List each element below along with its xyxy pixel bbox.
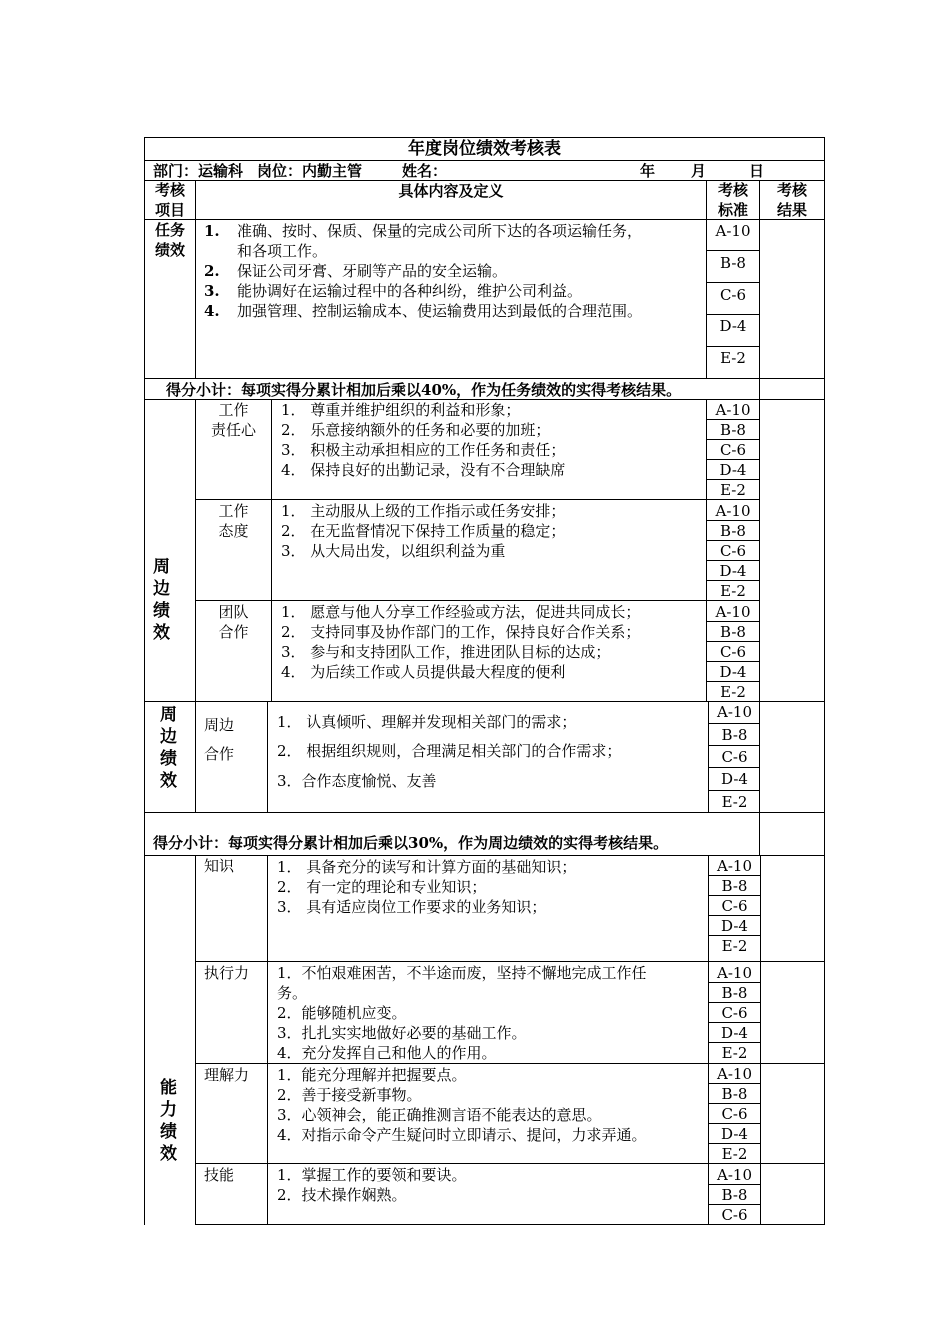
criterion-line: 4．对指示命令产生疑问时立即请示、提问，力求弄通。 [277,1126,647,1144]
year-label: 年 [640,162,656,180]
group-name: 技能 [204,1166,235,1184]
ability-section-label: 能 力 绩 效 [160,1078,177,1164]
grade-cell: C-6 [721,1004,748,1022]
grade-cell: C-6 [719,286,747,304]
criterion-line: 2．善于接受新事物。 [277,1086,422,1104]
criterion-line: 2． 根据组织规则，合理满足相关部门的合作需求； [277,742,622,760]
peripheral2-section-label: 周 边 绩 效 [160,705,177,791]
criterion-line: 务。 [277,984,308,1002]
grade-cell: C-6 [719,643,747,661]
criterion-line: 3．心领神会，能正确推测言语不能表达的意思。 [277,1106,602,1124]
criterion-line: 1． 尊重并维护组织的利益和形象； [281,401,521,419]
grade-cell: B-8 [721,1085,748,1103]
grade-cell: D-4 [721,770,748,788]
grade-cell: A-10 [715,603,751,621]
criterion-line: 3． 具有适应岗位工作要求的业务知识； [277,898,547,916]
criterion-line: 2．技术操作娴熟。 [277,1186,407,1204]
grade-cell: A-10 [715,222,751,240]
grade-cell: A-10 [717,964,752,982]
criterion-line: 4．充分发挥自己和他人的作用。 [277,1044,497,1062]
grade-cell: E-2 [721,937,748,955]
group-name: 理解力 [204,1066,250,1084]
grade-cell: A-10 [717,703,752,721]
grade-cell: B-8 [721,726,748,744]
col-item-header: 考核 项目 [154,181,185,219]
grade-cell: B-8 [721,984,748,1002]
group-name: 知识 [204,857,235,875]
criterion-line: 3． 积极主动承担相应的工作任务和责任； [281,441,566,459]
grade-cell: E-2 [720,582,746,600]
border-right [824,137,825,1225]
col-content-header: 具体内容及定义 [398,182,504,200]
group-name: 工作 责任心 [210,401,256,439]
criterion-line: 1． 愿意与他人分享工作经验或方法，促进共同成长； [281,603,641,621]
task-item-number: 4. [204,302,220,320]
criterion-line: 1． 具备充分的读写和计算方面的基础知识； [277,858,577,876]
criterion-line: 4． 为后续工作或人员提供最大程度的便利 [281,663,566,681]
task-section-label: 任务 绩效 [154,221,185,259]
task-item-number: 2. [204,262,220,280]
name-label: 姓名： [402,162,448,180]
grade-cell: E-2 [721,793,748,811]
criterion-line: 1．不怕艰难困苦，不半途而废，坚持不懈地完成工作任 [277,964,647,982]
grade-cell: C-6 [721,1105,748,1123]
peripheral-subtotal: 得分小计：每项实得分累计相加后乘以30%，作为周边绩效的实得考核结果。 [153,834,669,852]
criterion-line: 3．扎扎实实地做好必要的基础工作。 [277,1024,527,1042]
criterion-line: 3． 参与和支持团队工作，推进团队目标的达成； [281,643,611,661]
border-left [144,137,145,1225]
position-label: 岗位：内勤主管 [257,162,363,180]
criterion-line: 1． 主动服从上级的工作指示或任务安排； [281,502,566,520]
grade-cell: B-8 [721,877,748,895]
task-item-text: 准确、按时、保质、保量的完成公司所下达的各项运输任务， [237,222,643,240]
grade-cell: E-2 [720,481,746,499]
grade-cell: A-10 [717,1065,752,1083]
grade-cell: D-4 [721,1125,748,1143]
grade-cell: C-6 [721,897,748,915]
task-item-text: 保证公司牙膏、牙刷等产品的安全运输。 [237,262,508,280]
criterion-line: 2． 有一定的理论和专业知识； [277,878,487,896]
task-item-text: 加强管理、控制运输成本、使运输费用达到最低的合理范围。 [237,302,643,320]
grade-cell: E-2 [721,1145,748,1163]
criterion-line: 3． 从大局出发，以组织利益为重 [281,542,506,560]
grade-cell: A-10 [715,502,751,520]
grade-cell: B-8 [720,421,746,439]
task-item-text: 和各项工作。 [237,242,328,260]
grade-cell: A-10 [715,401,751,419]
grade-cell: D-4 [719,461,747,479]
task-item-number: 3. [204,282,220,300]
grade-cell: C-6 [719,542,747,560]
criterion-line: 3．合作态度愉悦、友善 [277,772,437,790]
criterion-line: 2． 在无监督情况下保持工作质量的稳定； [281,522,566,540]
criterion-line: 1．掌握工作的要领和要诀。 [277,1166,467,1184]
grade-cell: A-10 [717,1166,752,1184]
grade-cell: E-2 [720,683,746,701]
group-name: 执行力 [204,964,250,982]
group-name: 团队 合作 [218,603,249,641]
criterion-line: 4． 保持良好的出勤记录，没有不合理缺席 [281,461,566,479]
criterion-line: 2． 乐意接纳额外的任务和必要的加班； [281,421,551,439]
grade-cell: D-4 [721,917,748,935]
grade-cell: B-8 [721,1186,748,1204]
grade-cell: E-2 [721,1044,748,1062]
task-item-number: 1. [204,222,220,240]
grade-cell: C-6 [721,748,748,766]
month-label: 月 [691,162,707,180]
group-name: 工作 态度 [218,502,249,540]
grade-cell: D-4 [719,663,747,681]
criterion-line: 2． 支持同事及协作部门的工作，保持良好合作关系； [281,623,641,641]
grade-cell: A-10 [717,857,752,875]
task-item-text: 能协调好在运输过程中的各种纠纷，维护公司利益。 [237,282,583,300]
grade-cell: D-4 [719,562,747,580]
grade-cell: B-8 [720,522,746,540]
border-top [144,137,825,138]
group-name: 周边 合作 [204,716,235,763]
grade-cell: D-4 [719,317,747,335]
grade-cell: C-6 [721,1206,748,1224]
criterion-line: 1．能充分理解并把握要点。 [277,1066,467,1084]
col-standard-header: 考核 标准 [717,181,748,219]
task-subtotal: 得分小计：每项实得分累计相加后乘以40%，作为任务绩效的实得考核结果。 [166,381,682,399]
form-title: 年度岗位绩效考核表 [408,139,561,159]
grade-cell: C-6 [719,441,747,459]
day-label: 日 [749,162,765,180]
grade-cell: D-4 [721,1024,748,1042]
grade-cell: B-8 [720,254,746,272]
col-result-header: 考核 结果 [776,181,807,219]
grade-cell: B-8 [720,623,746,641]
grade-cell: E-2 [720,349,746,367]
criterion-line: 2．能够随机应变。 [277,1004,407,1022]
criterion-line: 1． 认真倾听、理解并发现相关部门的需求； [277,713,577,731]
dept-label: 部门：运输科 [153,162,244,180]
peripheral-section-label: 周 边 绩 效 [153,557,170,643]
